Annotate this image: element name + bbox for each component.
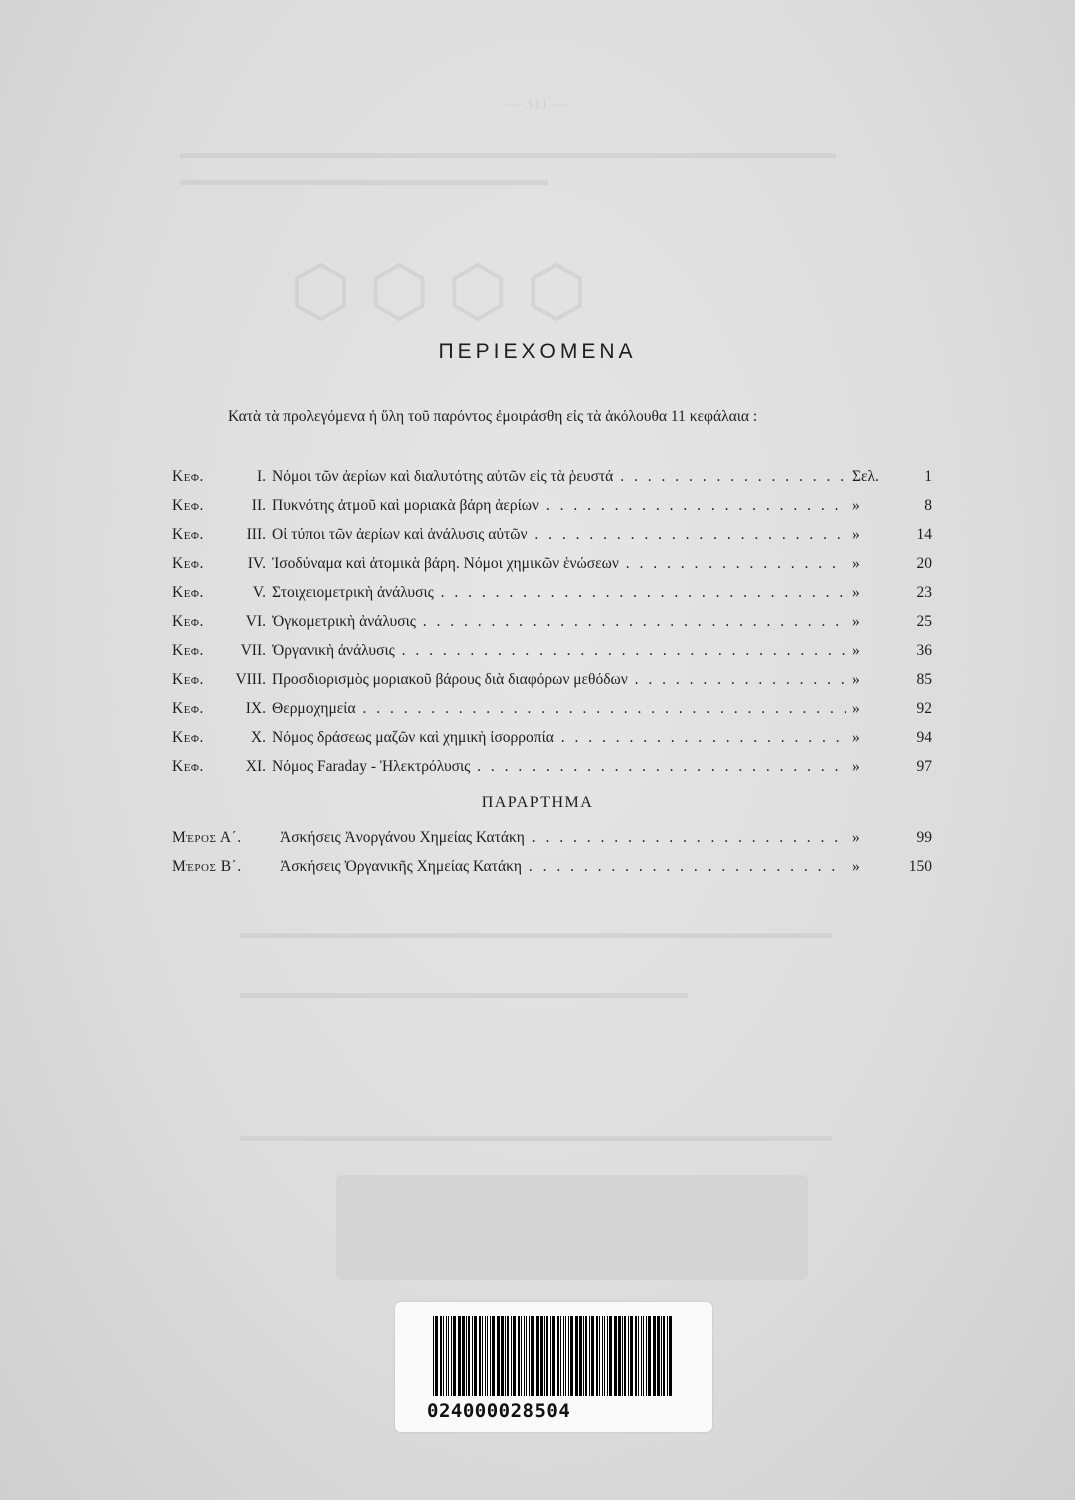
barcode-bar [646,1316,647,1396]
chapter-row [172,462,932,491]
bleed-through-line-5: ▬▬▬▬▬▬▬▬▬▬▬▬▬▬▬▬▬▬▬▬▬▬▬▬▬▬▬▬▬▬▬▬▬▬▬▬▬ [240,1128,832,1145]
chapter-page-number: 85 [916,671,932,688]
bleed-through-structures: ⬡ ⬡ ⬡ ⬡ [290,254,587,331]
chapter-page-mark: » [852,555,860,572]
barcode-bar [487,1316,488,1396]
barcode-bar [643,1316,644,1396]
chapter-number: II. [251,497,266,514]
chapter-title: Νόμος δράσεως μαζῶν καὶ χημικὴ ἰσορροπία . . . [272,723,846,752]
chapter-title: Νόμοι τῶν ἀερίων καὶ διαλυτότης αὐτῶν εἰς τὰ ῥευστά . . . [272,462,846,491]
chapter-page-number: 92 [916,700,932,717]
appendix-page-mark: » [852,829,860,846]
barcode-bar [630,1316,633,1396]
chapter-page-number: 14 [916,526,932,543]
barcode-bar [583,1316,584,1396]
barcode-bar [602,1316,603,1396]
barcode-bar [638,1316,639,1396]
chapter-label: Κεφ. [172,584,204,601]
barcode-bar [529,1316,530,1396]
chapter-list [172,462,932,781]
barcode-bar [448,1316,449,1396]
chapter-number: VIII. [235,671,266,688]
barcode-bar [622,1316,623,1396]
appendix-page-mark: » [852,858,860,875]
appendix-list [172,823,932,881]
chapter-title: Προσδιορισμὸς μοριακοῦ βάρους διὰ διαφόρων μεθόδων . . . [272,665,846,694]
barcode-bar [540,1316,543,1396]
chapter-row [172,694,932,723]
bleed-through-line-4: ▬▬▬▬▬▬▬▬▬▬▬▬▬▬▬▬▬▬▬▬▬▬▬▬▬▬▬▬ [240,985,688,1002]
chapter-number: IV. [247,555,266,572]
chapter-page [846,549,932,578]
barcode-bar [440,1316,442,1396]
barcode-bar [490,1316,491,1396]
chapter-page-mark: » [852,758,860,775]
chapter-title: Οἱ τύποι τῶν ἀερίων καὶ ἀνάλυσις αὐτῶν . . . [272,520,846,549]
chapter-page-mark: » [852,729,860,746]
chapter-page-mark: Σελ. [852,468,879,485]
chapter-title: Θερμοχημεία . . . [272,694,846,723]
chapter-title: Πυκνότης ἀτμοῦ καὶ μοριακὰ βάρη ἀερίων . . . [272,491,846,520]
barcode-bar [648,1316,651,1396]
chapter-page [846,723,932,752]
chapter-page-number: 97 [916,758,932,775]
appendix-page [846,823,932,852]
chapter-number: V. [252,584,266,601]
chapter-page [846,636,932,665]
barcode-bar [557,1316,559,1396]
chapter-number: XI. [245,758,266,775]
appendix-label: Μέρος Α΄. [172,829,242,846]
chapter-title: Ἰσοδύναμα καὶ ἀτομικὰ βάρη. Νόμοι χημικῶν ἑνώσεων . . . [272,549,846,578]
chapter-title: Στοιχειομετρικὴ ἀνάλυσις . . . [272,578,846,607]
barcode-bar [653,1316,656,1396]
chapter-page-number: 25 [916,613,932,630]
barcode-bar [563,1316,564,1396]
chapter-label: Κεφ. [172,700,204,717]
chapter-page [846,520,932,549]
sticker-residue [336,1175,808,1280]
chapter-page-mark: » [852,671,860,688]
chapter-row [172,491,932,520]
barcode-bar [628,1316,629,1396]
barcode-bar [544,1316,545,1396]
barcode-bar [667,1316,668,1396]
chapter-page-number: 20 [916,555,932,572]
chapter-label: Κεφ. [172,555,204,572]
barcode-bar [474,1316,477,1396]
chapter-title: Ὀγκομετρικὴ ἀνάλυσις . . . [272,607,846,636]
bleed-through-page-number: — 311 — [505,96,569,113]
barcode-bar [607,1316,608,1396]
chapter-page-mark: » [852,584,860,601]
barcode-bar [505,1316,506,1396]
barcode-bar [492,1316,495,1396]
chapter-row [172,578,932,607]
barcode-bar [596,1316,598,1396]
chapter-label: Κεφ. [172,468,204,485]
chapter-title: Ὀργανικὴ ἀνάλυσις . . . [272,636,846,665]
barcode-bar [663,1316,665,1396]
barcode-bar [669,1316,672,1396]
barcode-bar [599,1316,600,1396]
barcode-bar [565,1316,566,1396]
chapter-page-number: 23 [916,584,932,601]
barcode-bar [513,1316,516,1396]
barcode-label [395,1302,712,1432]
bleed-through-line-2: ▬▬▬▬▬▬▬▬▬▬▬▬▬▬▬▬▬▬▬▬▬▬▬ [180,172,548,189]
barcode-bar [501,1316,504,1396]
chapter-label: Κεφ. [172,671,204,688]
barcode-bar [524,1316,525,1396]
chapter-label: Κεφ. [172,613,204,630]
barcode-bar [618,1316,621,1396]
barcode-bar [451,1316,452,1396]
barcode-bar [458,1316,461,1396]
barcode-bar [466,1316,467,1396]
bleed-through-line-1: ▬▬▬▬▬▬▬▬▬▬▬▬▬▬▬▬▬▬▬▬▬▬▬▬▬▬▬▬▬▬▬▬▬▬▬▬▬▬▬▬▬ [180,145,836,162]
chapter-page-mark: » [852,700,860,717]
barcode-bar [641,1316,642,1396]
barcode-bar [624,1316,626,1396]
barcode-bar [657,1316,660,1396]
chapter-page-mark: » [852,497,860,514]
chapter-number: IX. [245,700,266,717]
appendix-page-number: 99 [916,829,932,846]
barcode-bar [589,1316,590,1396]
barcode-bar [546,1316,548,1396]
appendix-page-number: 150 [908,858,932,875]
chapter-label: Κεφ. [172,729,204,746]
barcode-bar [552,1316,555,1396]
barcode-bar [518,1316,520,1396]
chapter-page [846,694,932,723]
chapter-page [846,578,932,607]
barcode-bar [560,1316,561,1396]
barcode-icon [433,1316,673,1398]
barcode-bar [526,1316,527,1396]
chapter-number: X. [250,729,266,746]
chapter-row [172,607,932,636]
chapter-number: III. [246,526,266,543]
barcode-number: 024000028504 [427,1400,571,1422]
chapter-page-mark: » [852,613,860,630]
chapter-page-number: 8 [924,497,932,514]
chapter-row [172,520,932,549]
chapter-row [172,549,932,578]
barcode-bar [433,1316,434,1396]
chapter-page [846,462,932,491]
barcode-bar [536,1316,539,1396]
barcode-bar [614,1316,617,1396]
barcode-bar [585,1316,587,1396]
appendix-row [172,823,932,852]
barcode-bar [570,1316,573,1396]
barcode-bar [579,1316,582,1396]
chapter-number: VII. [240,642,266,659]
appendix-title: Ἀσκήσεις Ἀνοργάνου Χημείας Κατάκη . . . [280,823,846,852]
chapter-label: Κεφ. [172,642,204,659]
barcode-bar [568,1316,569,1396]
barcode-bar [604,1316,605,1396]
chapter-number: I. [256,468,266,485]
barcode-bar [497,1316,500,1396]
barcode-bar [591,1316,594,1396]
chapter-page [846,752,932,781]
barcode-bar [453,1316,456,1396]
barcode-bar [521,1316,522,1396]
chapter-page [846,665,932,694]
contents-heading: ΠΕΡΙΕΧΟΜΕΝΑ [438,340,637,363]
chapter-row [172,752,932,781]
chapter-page-number: 1 [924,468,932,485]
barcode-bar [661,1316,662,1396]
barcode-bar [531,1316,534,1396]
chapter-page-number: 94 [916,729,932,746]
chapter-row [172,636,932,665]
chapter-row [172,723,932,752]
chapter-page-mark: » [852,526,860,543]
chapter-page [846,491,932,520]
barcode-bar [443,1316,444,1396]
barcode-bar [635,1316,637,1396]
chapter-label: Κεφ. [172,526,204,543]
barcode-bar [575,1316,578,1396]
barcode-bar [482,1316,483,1396]
barcode-bar [472,1316,473,1396]
barcode-bar [511,1316,512,1396]
appendix-heading: ΠΑΡΑΡΤΗΜΑ [481,794,594,811]
barcode-bar [609,1316,612,1396]
chapter-page-number: 36 [916,642,932,659]
chapter-label: Κεφ. [172,497,204,514]
barcode-bar [435,1316,438,1396]
chapter-title: Νόμος Faraday - Ἠλεκτρόλυσις . . . [272,752,846,781]
bleed-through-line-3: ▬▬▬▬▬▬▬▬▬▬▬▬▬▬▬▬▬▬▬▬▬▬▬▬▬▬▬▬▬▬▬▬▬▬▬▬▬ [240,925,832,942]
chapter-label: Κεφ. [172,758,204,775]
barcode-bar [468,1316,470,1396]
barcode-bar [485,1316,486,1396]
chapter-page [846,607,932,636]
appendix-title: Ἀσκήσεις Ὀργανικῆς Χημείας Κατάκη . . . [280,852,846,881]
appendix-page [846,852,932,881]
barcode-bar [462,1316,465,1396]
chapter-row [172,665,932,694]
chapter-number: VI. [245,613,266,630]
appendix-label: Μέρος Β΄. [172,858,242,875]
chapter-page-mark: » [852,642,860,659]
barcode-bar [507,1316,509,1396]
barcode-bar [550,1316,551,1396]
barcode-bar [479,1316,481,1396]
barcode-bar [446,1316,447,1396]
intro-paragraph: Κατὰ τὰ προλεγόμενα ἡ ὕλη τοῦ παρόντος ἐμοιράσθη εἰς τὰ ἀκόλουθα 11 κεφάλαια : [228,408,758,425]
appendix-row [172,852,932,881]
